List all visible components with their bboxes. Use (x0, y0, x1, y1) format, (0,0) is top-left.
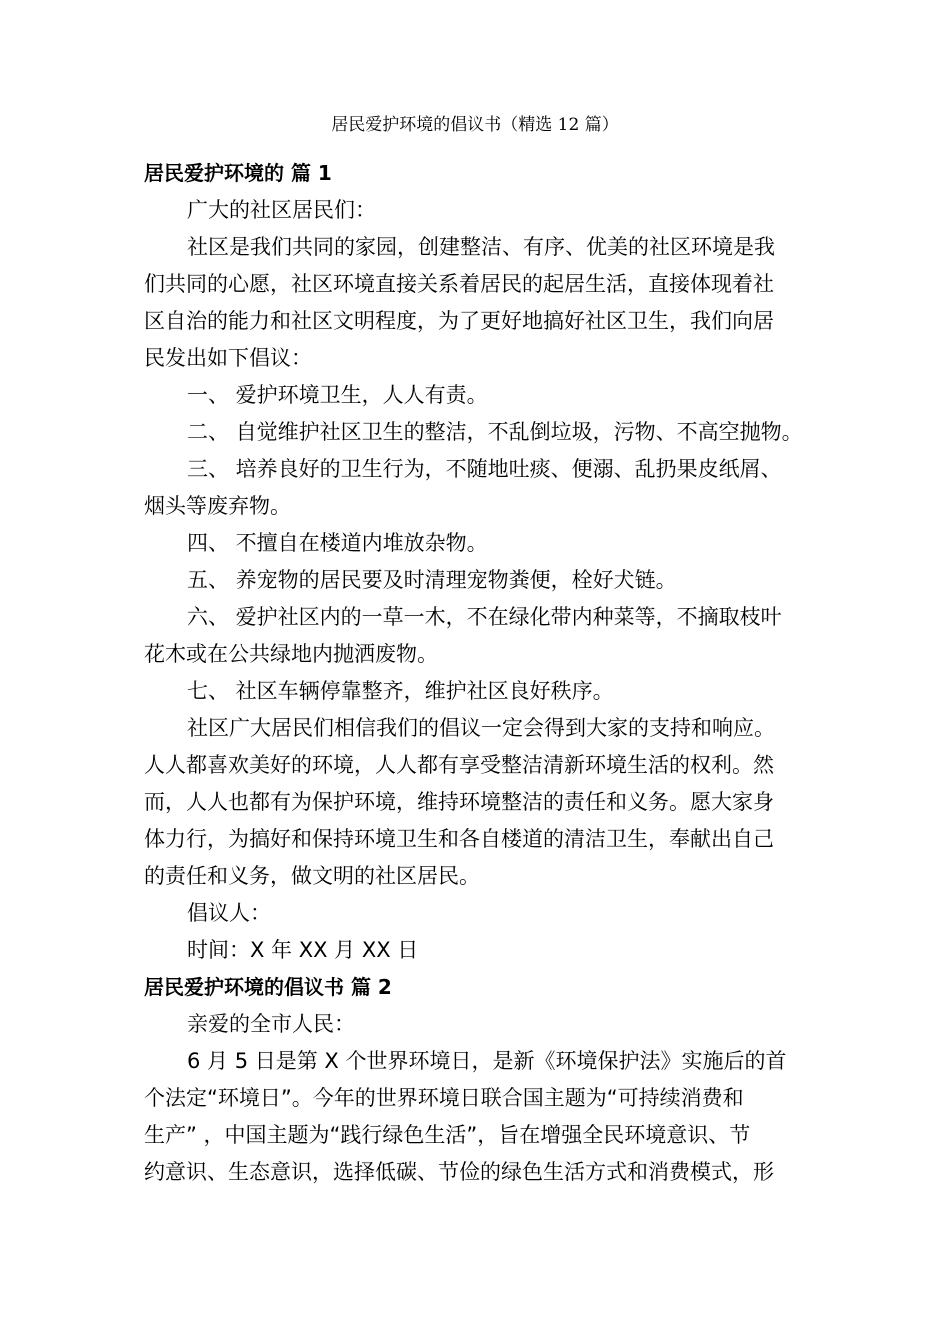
proposal-item (144, 673, 809, 710)
proposal-item (144, 525, 809, 562)
section-2 (144, 969, 809, 1191)
section-1 (144, 155, 809, 969)
body-paragraph (144, 1043, 809, 1191)
body-line: 个法定“环境日”。今年的世界环境日联合国主题为“可持续消费和 (144, 1086, 744, 1110)
body-line: 6 月 5 日是第 X 个世界环境日，是新《环境保护法》实施后的首 (187, 1049, 787, 1073)
proposal-line: 三、 培养良好的卫生行为，不随地吐痰、便溺、乱扔果皮纸屑、 (187, 457, 782, 481)
signer-line: 倡议人： (187, 901, 271, 925)
closing-line: 而，人人也都有为保护环境，维持环境整洁的责任和义务。愿大家身 (144, 790, 774, 814)
section-heading: 居民爱护环境的倡议书 篇 2 (144, 975, 392, 999)
proposal-item (144, 451, 809, 525)
proposal-line: 七、 社区车辆停靠整齐，维护社区良好秩序。 (187, 679, 614, 703)
greeting: 亲爱的全市人民： (187, 1012, 355, 1036)
intro-line: 社区是我们共同的家园，创建整洁、有序、优美的社区环境是我 (187, 235, 775, 259)
intro-paragraph (144, 229, 809, 377)
proposal-line: 花木或在公共绿地内抛洒废物。 (144, 642, 438, 666)
proposal-item (144, 414, 809, 451)
document-body (144, 155, 809, 1191)
closing-line: 社区广大居民们相信我们的倡议一定会得到大家的支持和响应。 (187, 716, 775, 740)
body-line: 约意识、生态意识，选择低碳、节俭的绿色生活方式和消费模式，形 (144, 1160, 774, 1184)
proposal-list (144, 377, 809, 710)
greeting: 广大的社区居民们： (187, 198, 376, 222)
proposal-item (144, 377, 809, 414)
proposal-item (144, 562, 809, 599)
proposal-line: 四、 不擅自在楼道内堆放杂物。 (187, 531, 488, 555)
intro-line: 区自治的能力和社区文明程度，为了更好地搞好社区卫生，我们向居 (144, 309, 774, 333)
intro-line: 民发出如下倡议： (144, 346, 312, 370)
closing-line: 的责任和义务，做文明的社区居民。 (144, 864, 480, 888)
proposal-line: 六、 爱护社区内的一草一木，不在绿化带内种菜等，不摘取枝叶 (187, 605, 782, 629)
proposal-line: 五、 养宠物的居民要及时清理宠物粪便，栓好犬链。 (187, 568, 677, 592)
closing-line: 人人都喜欢美好的环境，人人都有享受整洁清新环境生活的权利。然 (144, 753, 774, 777)
date-line: 时间：X 年 XX 月 XX 日 (187, 938, 419, 962)
section-heading: 居民爱护环境的 篇 1 (144, 161, 332, 185)
intro-line: 们共同的心愿，社区环境直接关系着居民的起居生活，直接体现着社 (144, 272, 774, 296)
proposal-line: 二、 自觉维护社区卫生的整洁，不乱倒垃圾，污物、不高空抛物。 (187, 420, 803, 444)
body-line: 生产” ，中国主题为“践行绿色生活”，旨在增强全民环境意识、节 (144, 1123, 751, 1147)
proposal-line: 烟头等废弃物。 (144, 494, 291, 518)
document-title: 居民爱护环境的倡议书（精选 12 篇） (331, 115, 619, 135)
proposal-line: 一、 爱护环境卫生，人人有责。 (187, 383, 488, 407)
closing-paragraph (144, 710, 809, 895)
closing-line: 体力行，为搞好和保持环境卫生和各自楼道的清洁卫生，奉献出自己 (144, 827, 774, 851)
proposal-item (144, 599, 809, 673)
